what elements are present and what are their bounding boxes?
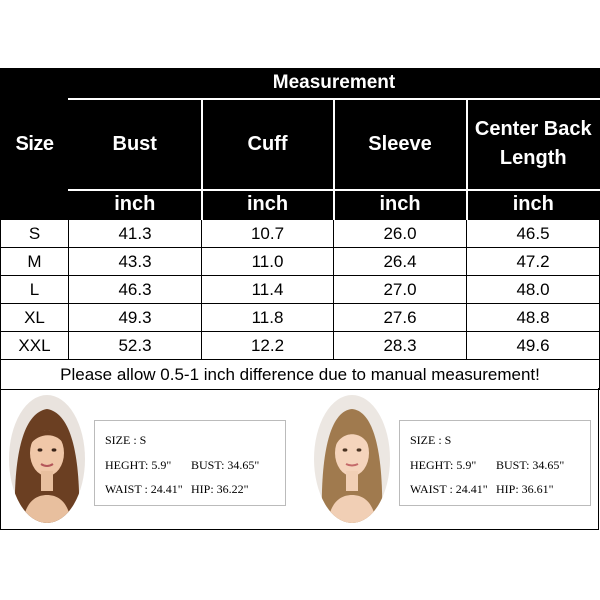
length-cell: 49.6: [467, 332, 600, 360]
table-row: [1, 332, 600, 360]
column-header-cuff: Cuff: [202, 99, 334, 190]
model-size: S: [139, 433, 147, 447]
model-info-card: [399, 420, 591, 506]
sleeve-cell: 27.6: [334, 304, 467, 332]
length-cell: 46.5: [467, 220, 600, 248]
waist-label: WAIST :: [410, 482, 453, 496]
model-photo: [314, 395, 390, 523]
column-header-center-back-length: Center Back Length: [467, 99, 600, 190]
table-row: [1, 220, 600, 248]
size-cell: XL: [1, 304, 69, 332]
bust-cell: 52.3: [69, 332, 202, 360]
model-waist: 24.41": [150, 482, 183, 496]
bust-cell: 46.3: [69, 276, 202, 304]
model-photo: [9, 395, 85, 523]
table-row: [1, 304, 600, 332]
measurement-header: Measurement: [69, 69, 600, 99]
cuff-cell: 11.4: [202, 276, 334, 304]
bust-cell: 49.3: [69, 304, 202, 332]
unit-label: inch: [69, 190, 202, 220]
size-cell: S: [1, 220, 69, 248]
unit-label: inch: [202, 190, 334, 220]
sleeve-cell: 26.4: [334, 248, 467, 276]
size-table: [0, 68, 600, 390]
bust-cell: 43.3: [69, 248, 202, 276]
table-row: [1, 276, 600, 304]
bust-label: BUST:: [191, 458, 225, 472]
size-label: SIZE :: [410, 433, 442, 447]
cuff-cell: 11.0: [202, 248, 334, 276]
height-label: HEGHT:: [105, 458, 149, 472]
model-bust: 34.65": [227, 458, 260, 472]
cuff-cell: 10.7: [202, 220, 334, 248]
model-height: 5.9": [151, 458, 172, 472]
model-bust: 34.65": [532, 458, 565, 472]
table-row: [1, 248, 600, 276]
measurement-note: Please allow 0.5-1 inch difference due to manual measurement!: [1, 360, 600, 390]
model-hip: 36.61": [521, 482, 554, 496]
waist-label: WAIST :: [105, 482, 148, 496]
size-cell: XXL: [1, 332, 69, 360]
size-cell: L: [1, 276, 69, 304]
sleeve-cell: 28.3: [334, 332, 467, 360]
cuff-cell: 11.8: [202, 304, 334, 332]
size-chart: [0, 68, 600, 530]
size-header: Size: [1, 69, 69, 220]
length-cell: 48.0: [467, 276, 600, 304]
model-info-card: [94, 420, 286, 506]
column-header-bust: Bust: [69, 99, 202, 190]
hip-label: HIP:: [496, 482, 519, 496]
model-height: 5.9": [456, 458, 477, 472]
bust-label: BUST:: [496, 458, 530, 472]
hip-label: HIP:: [191, 482, 214, 496]
model-waist: 24.41": [455, 482, 488, 496]
unit-label: inch: [467, 190, 600, 220]
size-cell: M: [1, 248, 69, 276]
length-cell: 47.2: [467, 248, 600, 276]
column-header-sleeve: Sleeve: [334, 99, 467, 190]
model-portrait-image: [314, 395, 390, 523]
sleeve-cell: 26.0: [334, 220, 467, 248]
bust-cell: 41.3: [69, 220, 202, 248]
height-label: HEGHT:: [410, 458, 454, 472]
model-size: S: [444, 433, 452, 447]
model-reference-panel: [0, 388, 599, 530]
sleeve-cell: 27.0: [334, 276, 467, 304]
unit-label: inch: [334, 190, 467, 220]
size-label: SIZE :: [105, 433, 137, 447]
cuff-cell: 12.2: [202, 332, 334, 360]
length-cell: 48.8: [467, 304, 600, 332]
model-portrait-image: [9, 395, 85, 523]
model-hip: 36.22": [216, 482, 249, 496]
